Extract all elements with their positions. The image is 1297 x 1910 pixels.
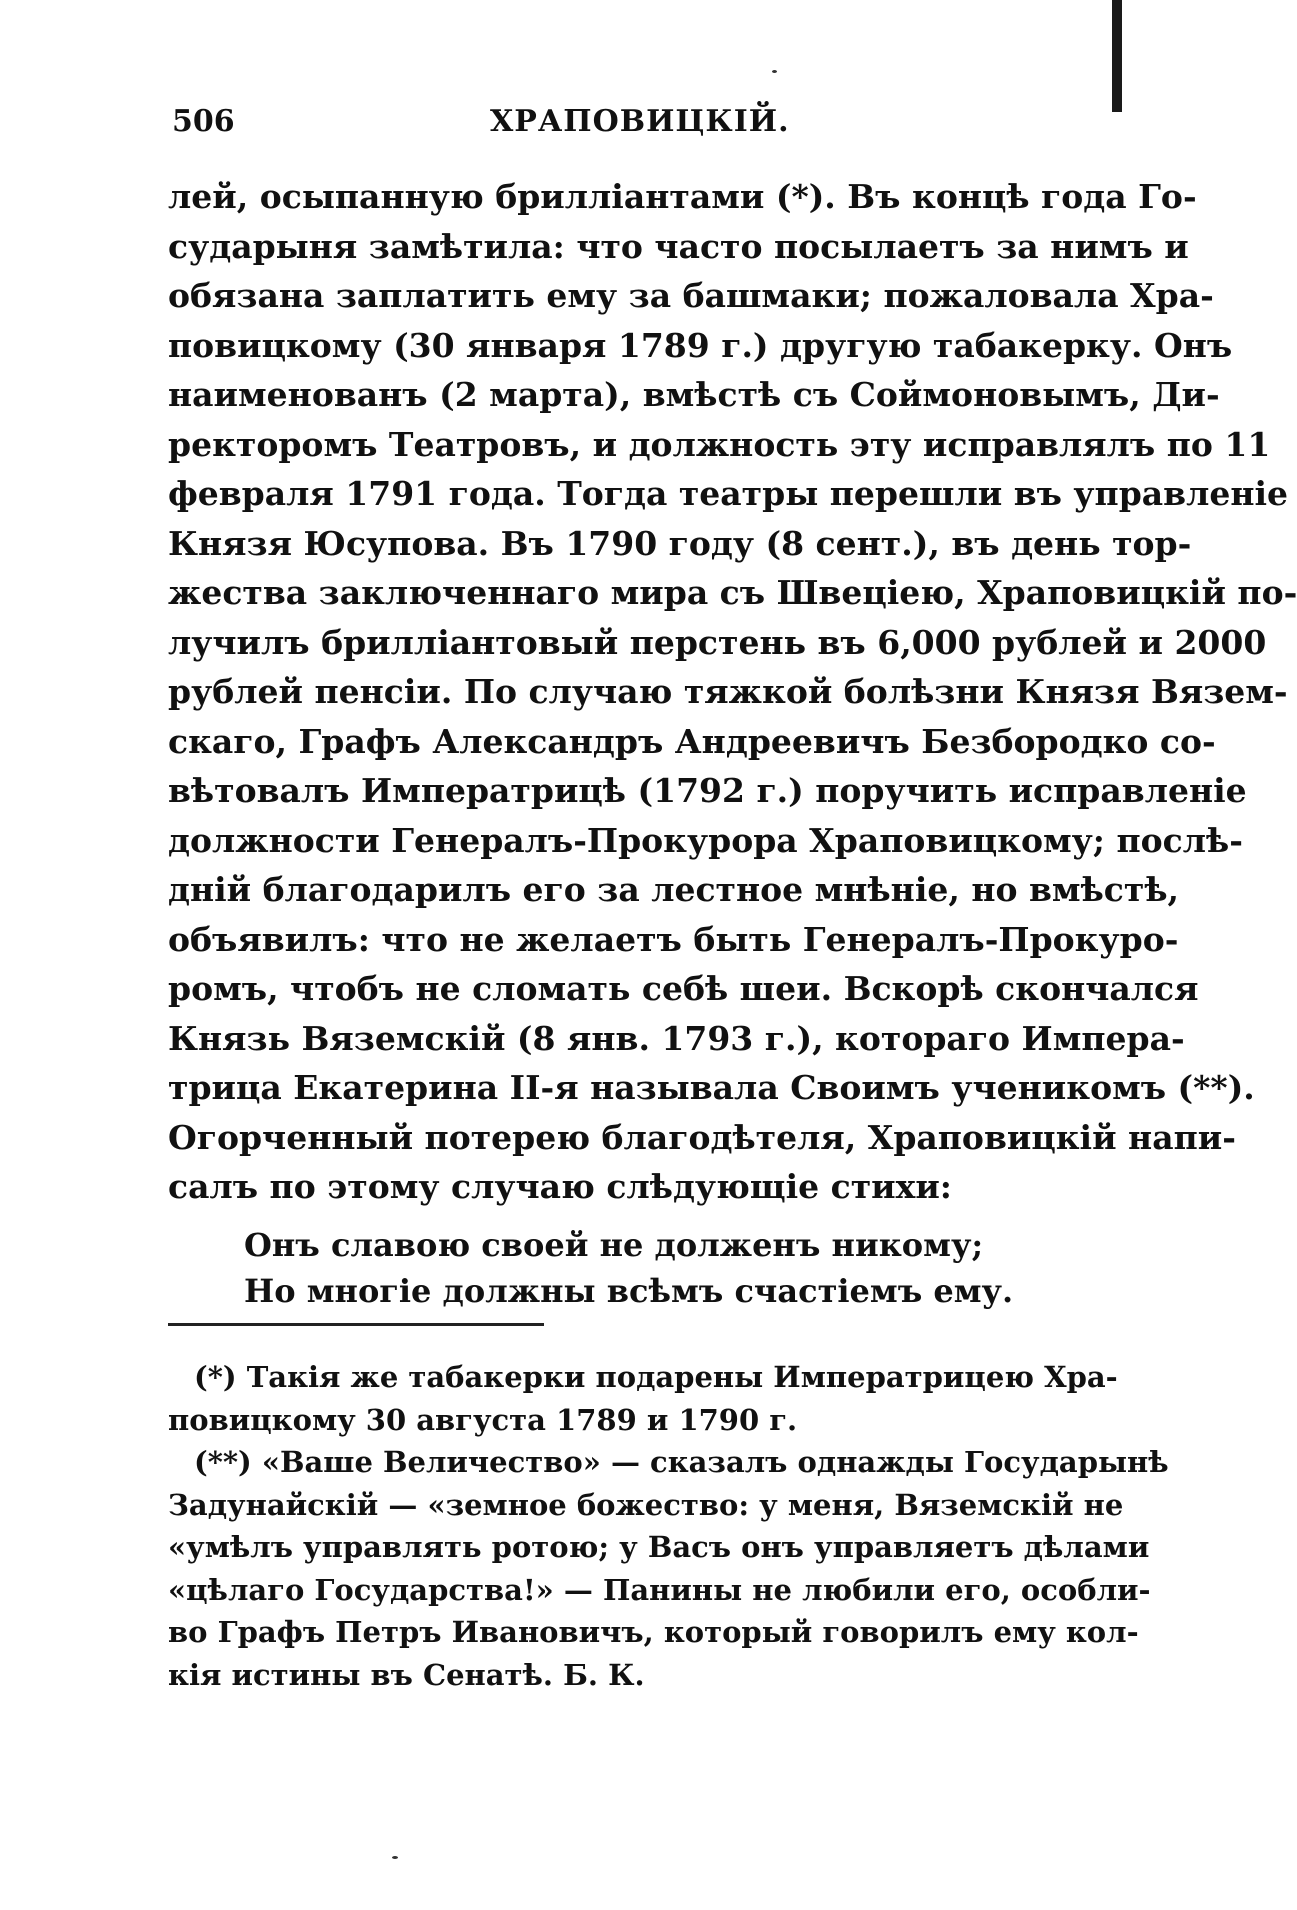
footnote-line: (**) «Ваше Величество» — сказалъ однажды Государынѣ [194,1445,1169,1479]
text-line: жества заключеннаго мира съ Швеціею, Храповицкій по- [168,573,1297,612]
footnote-line: повицкому 30 августа 1789 и 1790 г. [168,1402,798,1437]
footnote-line: Задунайскій — «земное божество: у меня, Вяземскій не [168,1487,1124,1522]
text-line: ректоромъ Театровъ, и должность эту исправлялъ по 11 [168,424,1271,464]
text-line: рублей пенсіи. По случаю тяжкой болѣзни Князя Вязем- [168,672,1288,711]
verse-line: Но многіе должны всѣмъ счастіемъ ему. [244,1272,1014,1310]
footnote-line: кія истины въ Сенатѣ. Б. К. [168,1657,645,1692]
text-line: Князь Вяземскій (8 янв. 1793 г.), котораго Импера- [168,1018,1185,1058]
text-line: скаго, Графъ Александръ Андреевичъ Безбородко со- [168,721,1216,761]
page-edge-shadow [1112,0,1122,112]
text-line: повицкому (30 января 1789 г.) другую табакерку. Онъ [168,325,1233,365]
scan-speck [392,1856,398,1859]
page-number: 506 [172,104,235,139]
footnotes [168,1356,1169,1696]
text-line: наименованъ (2 марта), вмѣстѣ съ Соймоновымъ, Ди- [168,375,1220,414]
text-line: дній благодарилъ его за лестное мнѣніе, но вмѣстѣ, [168,870,1180,909]
footnote-line: «цѣлаго Государства!» — Панины не любили его, особли- [168,1572,1151,1607]
text-line: объявилъ: что не желаетъ быть Генералъ-Прокуро- [168,919,1179,959]
text-line: салъ по этому случаю слѣдующіе стихи: [168,1167,952,1206]
text-line: февраля 1791 года. Тогда театры перешли въ управленіе [168,474,1289,513]
text-line: Огорченный потерею благодѣтеля, Храповицкій напи- [168,1117,1236,1157]
text-line: должности Генералъ-Прокурора Храповицкому; послѣ- [168,820,1243,860]
scan-speck [772,70,777,73]
text-line: Князя Юсупова. Въ 1790 году (8 сент.), въ день тор- [168,523,1192,563]
text-line: сударыня замѣтила: что часто посылаетъ за нимъ и [168,226,1189,266]
footnote-divider [168,1323,544,1326]
running-title: ХРАПОВИЦКІЙ. [490,104,790,139]
page-header [172,104,1050,144]
text-line: лучилъ брилліантовый перстень въ 6,000 рублей и 2000 [168,622,1267,662]
verse-line: Онъ славою своей не долженъ никому; [244,1226,984,1264]
main-text [168,172,1297,1212]
text-line: трица Екатерина II-я называла Своимъ ученикомъ (**). [168,1068,1255,1107]
text-line: лей, осыпанную брилліантами (*). Въ концѣ года Го- [168,177,1197,216]
text-line: вѣтовалъ Императрицѣ (1792 г.) поручить исправленіе [168,771,1247,810]
footnote-line: во Графъ Петръ Ивановичъ, который говорилъ ему кол- [168,1615,1139,1649]
footnote-line: «умѣлъ управлять ротою; у Васъ онъ управляетъ дѣлами [168,1530,1150,1564]
footnote-line: (*) Такія же табакерки подарены Императрицею Хра- [194,1360,1118,1394]
verse [244,1222,1014,1314]
text-line: ромъ, чтобъ не сломать себѣ шеи. Вскорѣ скончался [168,969,1199,1008]
text-line: обязана заплатить ему за башмаки; пожаловала Хра- [168,276,1214,315]
